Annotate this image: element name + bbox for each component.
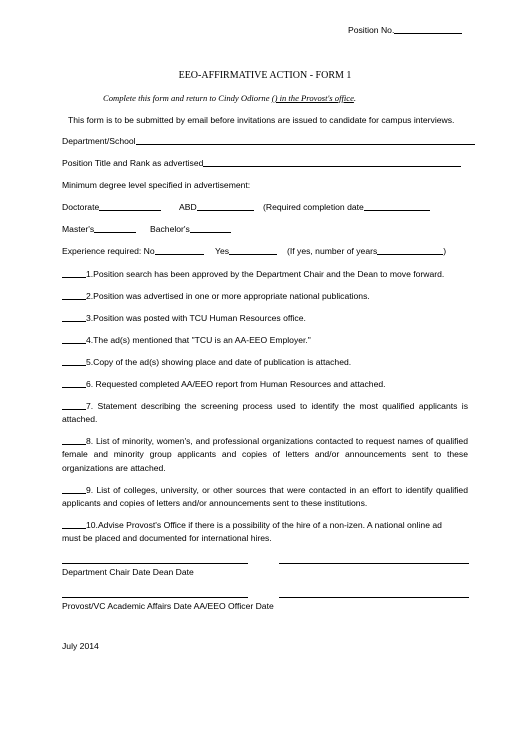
form-title: EEO-AFFIRMATIVE ACTION - FORM 1 — [178, 70, 352, 81]
abd-label: ABD — [179, 202, 197, 212]
years-blank[interactable] — [377, 246, 443, 255]
email-notice: This form is to be submitted by email before invitations are issued to candidate for campus interviews. — [68, 115, 455, 125]
completion-date-label: (Required completion date — [263, 202, 364, 212]
checklist-item — [62, 334, 468, 347]
checklist-text: 5.Copy of the ad(s) showing place and date of publication is attached. — [86, 357, 352, 367]
checklist-checkbox[interactable] — [62, 335, 86, 344]
signature-line-dept-chair[interactable] — [62, 563, 248, 564]
position-no-blank[interactable] — [394, 25, 462, 34]
submission-instruction: Complete this form and return to Cindy Odiorne () in the Provost's office. — [103, 93, 357, 103]
position-no-label: Position No. — [348, 25, 395, 35]
checklist-text: 1.Position search has been approved by the Department Chair and the Dean to move forward. — [86, 269, 445, 279]
position-no-field[interactable] — [348, 25, 462, 35]
provost-office-link[interactable]: () in the Provost's office — [271, 93, 354, 103]
abd-field[interactable] — [179, 202, 254, 212]
checklist-item — [62, 290, 468, 303]
experience-yes-blank[interactable] — [229, 246, 277, 255]
checklist-item — [62, 435, 468, 475]
checklist-checkbox[interactable] — [62, 313, 86, 322]
bachelors-blank[interactable] — [190, 224, 231, 233]
signature-line-aa-eeo-officer[interactable] — [279, 597, 469, 598]
checklist-item — [62, 312, 468, 325]
masters-field[interactable] — [62, 224, 136, 234]
checklist-checkbox[interactable] — [62, 436, 86, 445]
doctorate-label: Doctorate — [62, 202, 100, 212]
masters-label: Master's — [62, 224, 95, 234]
completion-date-blank[interactable] — [364, 202, 430, 211]
position-title-blank[interactable] — [203, 158, 461, 167]
checklist-checkbox[interactable] — [62, 357, 86, 366]
checklist-text: 8. List of minority, women's, and professional organizations contacted to request names of qualified female and minority group applicants and copies of letters and/or announcements sent to these organizations are attached. — [62, 436, 468, 473]
instruction-text: Complete this form and return to Cindy Odiorne — [103, 93, 270, 103]
years-label: (If yes, number of years — [287, 246, 378, 256]
checklist-item — [62, 400, 468, 427]
checklist-checkbox[interactable] — [62, 291, 86, 300]
experience-yes-label: Yes — [215, 246, 230, 256]
position-title-field[interactable] — [62, 158, 461, 168]
position-title-label: Position Title and Rank as advertised — [62, 158, 204, 168]
checklist-text: 9. List of colleges, university, or other sources that were contacted in an effort to identify qualified applicants and copies of letters and/or announcements sent to these institutions. — [62, 485, 468, 509]
checklist-checkbox[interactable] — [62, 401, 86, 410]
experience-yes-field[interactable] — [215, 246, 277, 256]
signature-labels-row1: Department Chair Date Dean Date — [62, 567, 194, 577]
bachelors-field[interactable] — [150, 224, 231, 234]
checklist-text: 7. Statement describing the screening process used to identify the most qualified applicants is attached. — [62, 401, 468, 425]
signature-labels-row2: Provost/VC Academic Affairs Date AA/EEO Officer Date — [62, 601, 274, 611]
doctorate-field[interactable] — [62, 202, 161, 212]
experience-label: Experience required: No — [62, 246, 155, 256]
experience-no-blank[interactable] — [155, 246, 204, 255]
completion-date-field[interactable] — [263, 202, 430, 212]
checklist-item — [62, 356, 468, 369]
checklist-item — [62, 378, 468, 391]
checklist-text: 10.Advise Provost's Office if there is a possibility of the hire of a non-izen. A national online ad must be placed and documented for international hires. — [62, 520, 442, 544]
department-blank[interactable] — [136, 136, 475, 145]
min-degree-label: Minimum degree level specified in advertisement: — [62, 180, 251, 190]
checklist-checkbox[interactable] — [62, 520, 86, 529]
department-label: Department/School — [62, 136, 136, 146]
checklist-text: 3.Position was posted with TCU Human Resources office. — [86, 313, 306, 323]
bachelors-label: Bachelor's — [150, 224, 190, 234]
doctorate-blank[interactable] — [99, 202, 161, 211]
abd-blank[interactable] — [197, 202, 254, 211]
checklist-text: 6. Requested completed AA/EEO report from Human Resources and attached. — [86, 379, 386, 389]
checklist-checkbox[interactable] — [62, 379, 86, 388]
signature-line-provost[interactable] — [62, 597, 248, 598]
years-field[interactable]: (If yes, number of years ) — [287, 246, 447, 256]
department-field[interactable] — [62, 136, 475, 146]
masters-blank[interactable] — [94, 224, 136, 233]
checklist-text: 4.The ad(s) mentioned that "TCU is an AA-EEO Employer." — [86, 335, 311, 345]
checklist-text: 2.Position was advertised in one or more appropriate national publications. — [86, 291, 370, 301]
checklist-item — [62, 268, 468, 281]
checklist-checkbox[interactable] — [62, 269, 86, 278]
checklist-item — [62, 519, 442, 546]
checklist-checkbox[interactable] — [62, 485, 86, 494]
checklist-item — [62, 484, 468, 511]
experience-no-field[interactable] — [62, 246, 204, 256]
signature-line-dean[interactable] — [279, 563, 469, 564]
footer-date: July 2014 — [62, 641, 99, 651]
